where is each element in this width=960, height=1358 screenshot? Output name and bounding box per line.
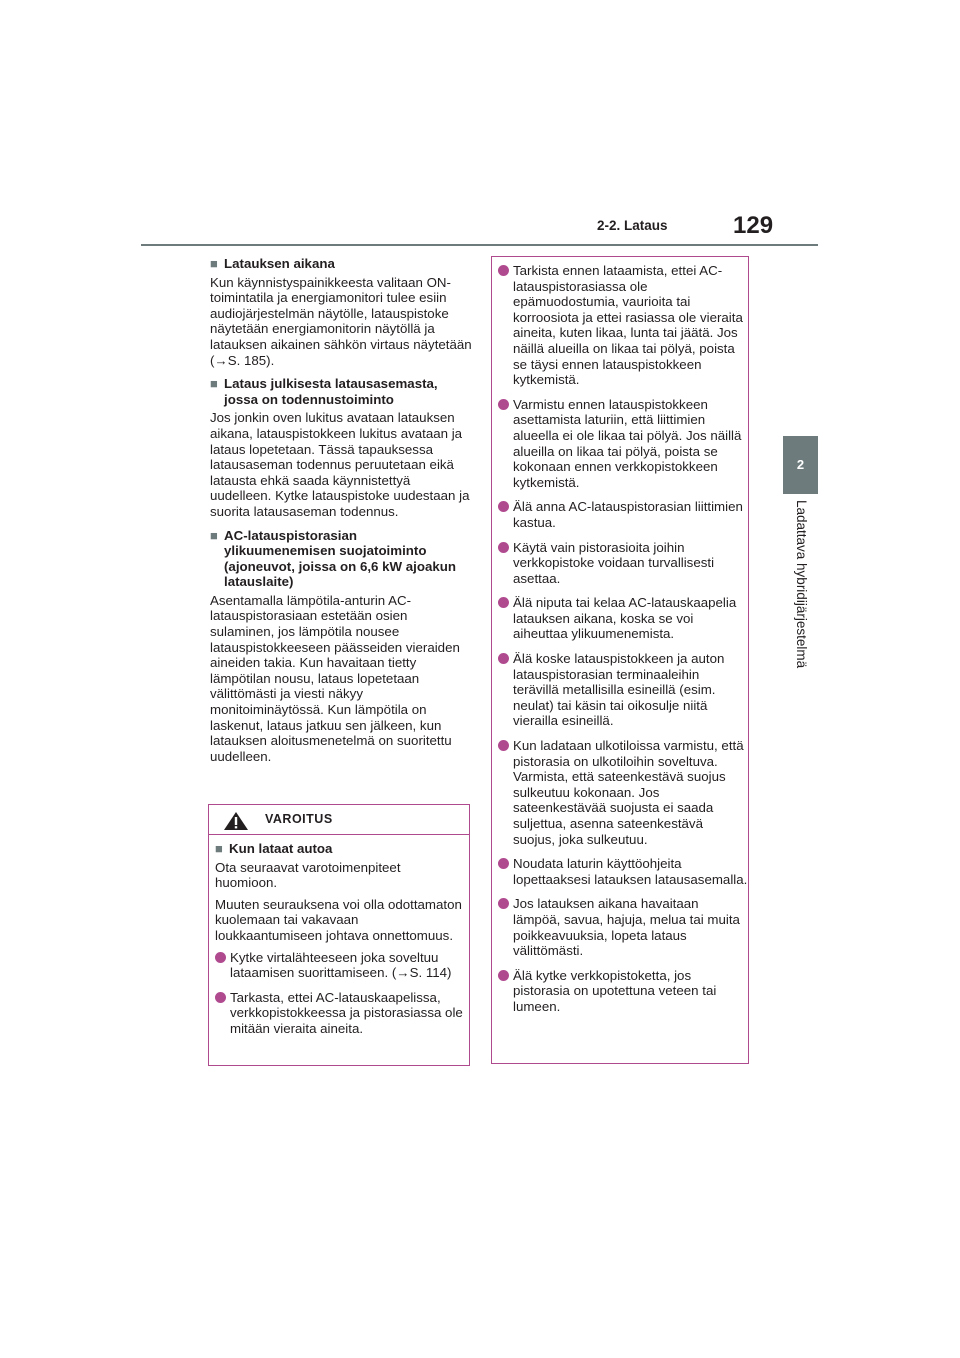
warning-bullet: Tarkasta, ettei AC-latauskaapelissa, verkkopistokkeessa ja pistorasiassa ole mitään vieraita aineita. xyxy=(215,990,463,1037)
bullet-dot-icon xyxy=(498,898,509,909)
list-item: Noudata laturin käyttöohjeita lopettaaksesi latauksen latausasemalla. xyxy=(498,856,748,887)
bullet-dot-icon xyxy=(498,740,509,751)
list-item: Jos latauksen aikana havaitaan lämpöä, savua, hajuja, melua tai muita poikkeavuuksia, lopeta lataus välittömästi. xyxy=(498,896,748,958)
bullet-dot-icon xyxy=(498,501,509,512)
warning-bullet: Kytke virtalähteeseen joka soveltuu lataamisen suorittamiseen. (→S. 114) xyxy=(215,950,463,981)
bullet-dot-icon xyxy=(215,952,226,963)
section-body: Jos jonkin oven lukitus avataan latauksen aikana, latauspistokkeen lukitus avataan ja lataus lopetetaan. Tässä tapauksessa latausaseman todennus peruutetaan eikä latausta ehkä saada käynnistettyä uudelleen. Kytke latauspistoke uudestaan ja suorita latausaseman todennus. xyxy=(210,410,470,519)
section-body: Asentamalla lämpötila-anturin AC-latauspistorasiaan estetään osien sulaminen, jos lämpötila nousee latauspistokkeeseen päässeiden vieraiden aineiden takia. Kun havaitaan tietty lämpötilan nousu, lataus lopetetaan välittömästi ja viesti näkyy monitoiminäytössä. Kun lämpötila on laskenut, lataus jatkuu sen jälkeen, kun latauksen aloitusmenetelmä on suoritettu uudelleen. xyxy=(210,592,460,764)
square-bullet-icon: ■ xyxy=(215,841,223,856)
bullet-dot-icon xyxy=(498,399,509,410)
chapter-tab: 2 xyxy=(783,436,818,494)
bullet-dot-icon xyxy=(498,858,509,869)
warning-body xyxy=(209,835,469,1037)
warning-triangle-icon xyxy=(223,811,249,831)
bullet-dot-icon xyxy=(498,265,509,276)
warning-title: VAROITUS xyxy=(265,812,333,826)
chapter-title: Ladattava hybridijärjestelmä xyxy=(794,500,809,669)
list-item: Älä koske latauspistokkeen ja auton latauspistorasian terminaaleihin terävillä metallisilla esineillä (esim. neulat) tai käsin tai oikosulje niitä vierailla esineillä. xyxy=(498,651,748,729)
list-item: Kun ladataan ulkotiloissa varmistu, että pistorasia on ulkotiloihin soveltuva. Varmista, että sateenkestävä suojus sulkeutuu kokonaan. Jos sateenkestävää suojusta ei saada suljettua, asenna sateenkestävä suojus, joka sulkeutuu. xyxy=(498,738,748,847)
warning-header xyxy=(209,805,469,835)
warning-heading: ■ Kun lataat autoa xyxy=(215,841,333,856)
list-item: Käytä vain pistorasioita joihin verkkopistoke voidaan turvallisesti asettaa. xyxy=(498,540,748,587)
bullet-dot-icon xyxy=(498,542,509,553)
list-item: Älä kytke verkkopistoketta, jos pistorasia on upotettuna veteen tai lumeen. xyxy=(498,968,748,1015)
square-bullet-icon: ■ xyxy=(210,256,218,271)
header-rule xyxy=(141,244,818,246)
square-bullet-icon: ■ xyxy=(210,376,218,392)
section-heading: ■ AC-latauspistorasian ylikuumenemisen suojatoiminto (ajoneuvot, joissa on 6,6 kW ajoakun latauslaite) xyxy=(210,527,457,590)
bullet-dot-icon xyxy=(498,970,509,981)
list-item: Älä niputa tai kelaa AC-latauskaapelia latauksen aikana, koska se voi aiheuttaa ylikuumenemista. xyxy=(498,595,748,642)
bullet-dot-icon xyxy=(498,653,509,664)
left-column xyxy=(210,256,472,772)
list-item: Tarkista ennen lataamista, ettei AC-latauspistorasiassa ole epämuodostumia, vaurioita tai korroosiota ja ettei rasiassa ole vieraita aineita, kuten likaa, lunta tai jäätä. Jos näillä alueilla on likaa tai pölyä, poista se täysi ennen latauspistokkeen kytkemistä. xyxy=(498,263,748,388)
list-item: Varmistu ennen latauspistokkeen asettamista laturiin, että liittimien alueella ei ole likaa tai pölyä. Jos näillä alueilla on likaa tai pölyä, poista se kokonaan ennen verkkopistokkeen kytkemistä. xyxy=(498,397,748,491)
warning-box xyxy=(208,804,470,1066)
page-number: 129 xyxy=(733,212,774,239)
square-bullet-icon: ■ xyxy=(210,527,218,543)
list-item: Älä anna AC-latauspistorasian liittimien kastua. xyxy=(498,499,748,530)
section-body: Kun käynnistyspainikkeesta valitaan ON-toimintatila ja energiamonitori tulee esiin audiojärjestelmän näytölle, latauspistoke näytetään energiamonitorin näytöllä ja latauksen aikainen sähkön virtaus näytetään (→S. 185). xyxy=(210,274,472,368)
bullet-dot-icon xyxy=(215,992,226,1003)
section-heading: ■ Lataus julkisesta latausasemasta, jossa on todennustoiminto xyxy=(210,376,438,407)
section-label: 2-2. Lataus xyxy=(597,218,668,233)
section-heading: ■ Latauksen aikana xyxy=(210,256,335,271)
bullet-dot-icon xyxy=(498,597,509,608)
warning-paragraph: Muuten seurauksena voi olla odottamaton kuolemaan tai vakavaan loukkaantumiseen johtava onnettomuus. xyxy=(215,896,462,943)
warning-continued-box xyxy=(491,256,749,1064)
warning-paragraph: Ota seuraavat varotoimenpiteet huomioon. xyxy=(215,859,401,891)
